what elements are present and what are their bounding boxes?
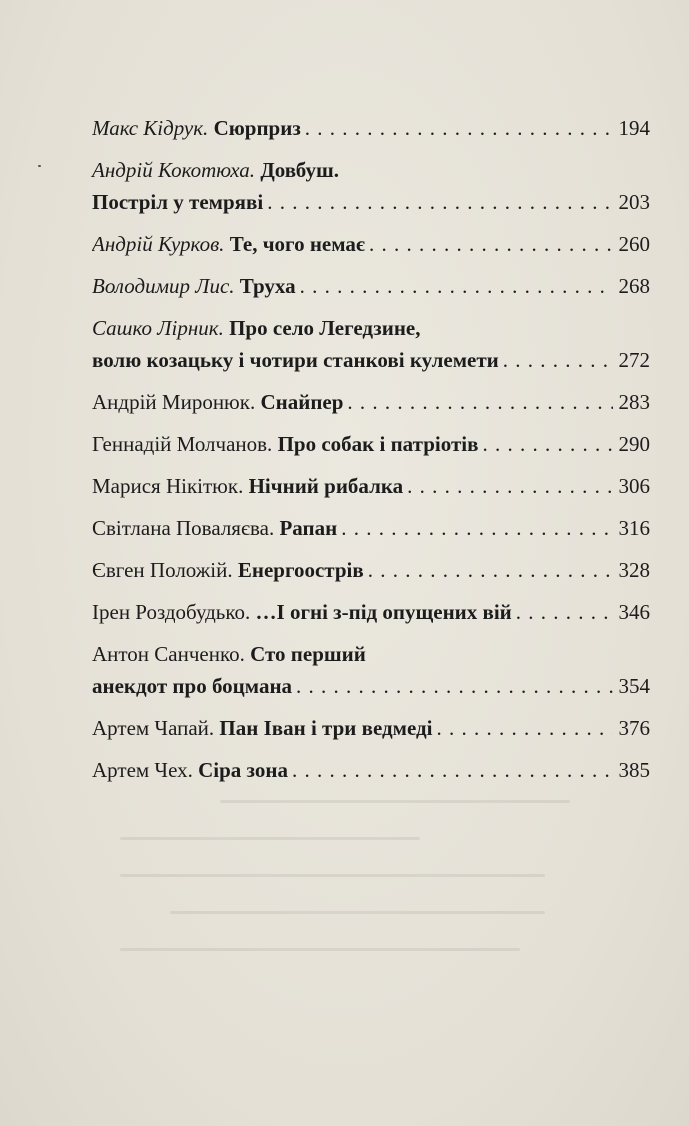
toc-author: Андрій Курков.: [92, 232, 225, 256]
toc-entry-text: [92, 112, 613, 144]
toc-title: Сюрприз: [213, 116, 301, 140]
show-through-text: [120, 800, 620, 1060]
toc-entry-text: [92, 270, 613, 302]
toc-entry-text: [92, 712, 613, 744]
toc-author: Володимир Лис.: [92, 274, 235, 298]
toc-page-number: 385: [618, 758, 650, 782]
toc-page-number: 260: [618, 232, 650, 256]
toc-entry-text: [92, 554, 613, 586]
toc-title: Нічний рибалка: [248, 474, 404, 498]
toc-entry: [92, 186, 650, 218]
toc-page-number: 194: [618, 116, 650, 140]
toc-title-part: Сто перший: [250, 642, 366, 666]
toc-page-number: 272: [618, 348, 650, 372]
toc-entry-text: [92, 228, 613, 260]
toc-entry-first-line: [92, 154, 650, 186]
toc-entry-text: [92, 470, 613, 502]
toc-title: …І огні з-під опущених вій: [255, 600, 512, 624]
toc-page-number: 306: [618, 474, 650, 498]
toc-author: Ірен Роздобудько.: [92, 600, 251, 624]
toc-title: Енергоострів: [237, 558, 364, 582]
toc-title: Труха: [239, 274, 296, 298]
toc-page-number: 283: [618, 390, 650, 414]
toc-title: анекдот про боцмана: [92, 674, 293, 698]
toc-title: Рапан: [279, 516, 338, 540]
toc-title: Сіра зона: [198, 758, 288, 782]
toc-entry-text: [92, 428, 613, 460]
toc-author: Макс Кідрук.: [92, 116, 209, 140]
toc-entry: [92, 344, 650, 376]
toc-entry: [92, 470, 650, 502]
toc-page-number: 268: [618, 274, 650, 298]
toc-author: Андрій Миронюк.: [92, 390, 256, 414]
toc-entry: [92, 712, 650, 744]
toc-title: волю козацьку і чотири станкові кулемети: [92, 348, 499, 372]
toc-author: Антон Санченко.: [92, 642, 245, 666]
toc-page-number: 328: [618, 558, 650, 582]
toc-entry: [92, 670, 650, 702]
table-of-contents: [92, 112, 650, 786]
toc-title: Пан Іван і три ведмеді: [219, 716, 433, 740]
toc-entry-first-line: [92, 638, 650, 670]
paper-speck: [38, 165, 41, 167]
toc-entry-text: [92, 512, 613, 544]
toc-page-number: 316: [618, 516, 650, 540]
toc-page-number: 354: [618, 674, 650, 698]
toc-entry: [92, 386, 650, 418]
toc-entry-text: [92, 754, 613, 786]
toc-page-number: 290: [618, 432, 650, 456]
toc-author: Сашко Лірник.: [92, 316, 224, 340]
toc-page-number: 346: [618, 600, 650, 624]
toc-author: Євген Положій.: [92, 558, 233, 582]
toc-entry-text: [92, 596, 613, 628]
toc-entry-text: [92, 386, 613, 418]
toc-entry: [92, 554, 650, 586]
toc-entry: [92, 270, 650, 302]
toc-entry: [92, 428, 650, 460]
toc-page-number: 376: [618, 716, 650, 740]
toc-page-number: 203: [618, 190, 650, 214]
toc-entry: [92, 112, 650, 144]
toc-title: Снайпер: [260, 390, 344, 414]
toc-title: Про собак і патріотів: [277, 432, 479, 456]
toc-entry-text: [92, 344, 613, 376]
toc-author: Геннадій Молчанов.: [92, 432, 273, 456]
toc-entry-text: [92, 670, 613, 702]
toc-title-part: Про село Легедзине,: [229, 316, 421, 340]
toc-title: Постріл у темряві: [92, 190, 264, 214]
toc-author: Артем Чапай.: [92, 716, 215, 740]
toc-entry: [92, 596, 650, 628]
toc-title: Те, чого немає: [229, 232, 365, 256]
toc-entry-first-line: [92, 312, 650, 344]
toc-author: Світлана Поваляєва.: [92, 516, 275, 540]
toc-author: Артем Чех.: [92, 758, 193, 782]
toc-author: Марися Нікітюк.: [92, 474, 244, 498]
toc-entry: [92, 228, 650, 260]
toc-author: Андрій Кокотюха.: [92, 158, 256, 182]
toc-entry-text: [92, 186, 613, 218]
toc-entry: [92, 512, 650, 544]
toc-entry: [92, 754, 650, 786]
toc-title-part: Довбуш.: [260, 158, 339, 182]
